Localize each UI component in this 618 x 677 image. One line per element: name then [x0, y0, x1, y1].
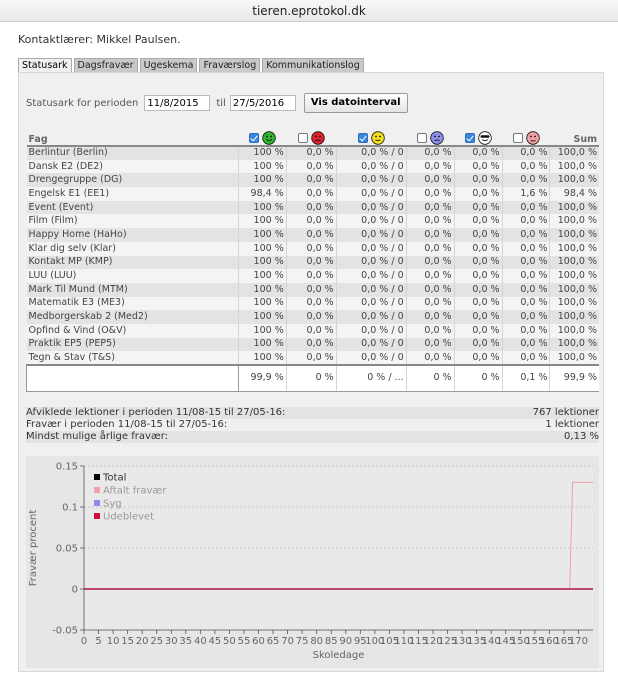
table-row: [27, 310, 600, 324]
legend-swatch: [94, 513, 100, 519]
status-table: [26, 126, 599, 392]
total-c6: 0,1 %: [502, 365, 550, 391]
x-tick-label: 105: [379, 636, 399, 647]
cell-c5: 0,0 %: [454, 146, 502, 160]
table-row: [27, 214, 600, 228]
cell-c3: 0,0 % / 0: [336, 324, 406, 338]
cell-c1: 100 %: [238, 310, 286, 324]
cell-c1: 100 %: [238, 201, 286, 215]
cell-fag: Klar dig selv (Klar): [27, 242, 239, 256]
cell-c4: 0,0 %: [406, 228, 454, 242]
cell-c3: 0,0 % / 0: [336, 160, 406, 174]
pink-sad-face-icon: [526, 131, 540, 145]
cell-c5: 0,0 %: [454, 269, 502, 283]
summary-min-absence-value: 0,13 %: [564, 431, 599, 442]
cell-c5: 0,0 %: [454, 214, 502, 228]
x-tick-label: 45: [208, 636, 222, 647]
cell-c4: 0,0 %: [406, 338, 454, 352]
cell-c5: 0,0 %: [454, 283, 502, 297]
cell-sum: 98,4 %: [550, 187, 599, 201]
table-row: [27, 338, 600, 352]
x-tick-label: 155: [525, 636, 545, 647]
cell-c2: 0,0 %: [286, 310, 336, 324]
total-sum: 99,9 %: [550, 365, 599, 391]
cell-fag: Film (Film): [27, 214, 239, 228]
cell-c1: 100 %: [238, 214, 286, 228]
table-row: [27, 256, 600, 270]
header-fag: Fag: [27, 126, 239, 146]
x-tick-label: 50: [223, 636, 236, 647]
cell-c6: 0,0 %: [502, 324, 550, 338]
table-row: [27, 160, 600, 174]
cell-sum: 100,0 %: [550, 338, 599, 352]
cell-c4: 0,0 %: [406, 201, 454, 215]
legend-label: Total: [103, 472, 127, 484]
cell-total-label: [27, 365, 239, 391]
cell-c2: 0,0 %: [286, 242, 336, 256]
col-5-checkbox[interactable]: [465, 133, 475, 143]
period-from-input[interactable]: [144, 95, 210, 111]
table-row: [27, 242, 600, 256]
legend-label: Aftalt fravær: [103, 485, 167, 497]
cell-c6: 0,0 %: [502, 269, 550, 283]
cell-sum: 100,0 %: [550, 256, 599, 270]
summary-absence-value: 1 lektioner: [545, 419, 599, 430]
x-tick-label: 15: [121, 636, 134, 647]
tab-bar: [18, 58, 366, 72]
cell-c6: 0,0 %: [502, 338, 550, 352]
cell-c5: 0,0 %: [454, 338, 502, 352]
header-col-2: [286, 126, 336, 146]
cell-c2: 0,0 %: [286, 173, 336, 187]
cell-c2: 0,0 %: [286, 187, 336, 201]
cell-c1: 100 %: [238, 146, 286, 160]
tab-fravaerslog[interactable]: Fraværslog: [199, 58, 260, 72]
cell-c1: 100 %: [238, 256, 286, 270]
header-col-6: [502, 126, 550, 146]
x-tick-label: 65: [266, 636, 280, 647]
cell-c2: 0,0 %: [286, 283, 336, 297]
cell-c1: 100 %: [238, 242, 286, 256]
cell-c6: 0,0 %: [502, 297, 550, 311]
cell-c4: 0,0 %: [406, 146, 454, 160]
cell-c3: 0,0 % / 0: [336, 173, 406, 187]
legend-swatch: [94, 474, 100, 480]
cell-c6: 0,0 %: [502, 160, 550, 174]
cell-c2: 0,0 %: [286, 324, 336, 338]
cell-c4: 0,0 %: [406, 173, 454, 187]
cell-c2: 0,0 %: [286, 351, 336, 365]
cell-fag: Engelsk E1 (EE1): [27, 187, 239, 201]
cell-c4: 0,0 %: [406, 351, 454, 365]
total-c4: 0 %: [406, 365, 454, 391]
red-sad-face-icon: [311, 131, 325, 145]
cell-c1: 100 %: [238, 297, 286, 311]
period-to-input[interactable]: [230, 95, 296, 111]
period-til-label: til: [216, 97, 226, 109]
cell-c5: 0,0 %: [454, 324, 502, 338]
cell-fag: Kontakt MP (KMP): [27, 256, 239, 270]
x-tick-label: 115: [408, 636, 429, 647]
cell-c2: 0,0 %: [286, 228, 336, 242]
y-tick-label: 0.15: [55, 461, 78, 473]
cell-c5: 0,0 %: [454, 256, 502, 270]
x-tick-label: 25: [150, 636, 164, 647]
legend-label: Udeblevet: [103, 511, 155, 523]
x-tick-label: 120: [423, 636, 443, 647]
cell-c6: 0,0 %: [502, 256, 550, 270]
cell-c3: 0,0 % / 0: [336, 269, 406, 283]
x-tick-label: 110: [394, 636, 414, 647]
cell-c5: 0,0 %: [454, 201, 502, 215]
x-tick-label: 150: [510, 636, 530, 647]
cell-sum: 100,0 %: [550, 283, 599, 297]
cell-c3: 0,0 % / 0: [336, 310, 406, 324]
y-tick-label: -0.05: [52, 625, 78, 637]
cell-c2: 0,0 %: [286, 338, 336, 352]
cell-c5: 0,0 %: [454, 310, 502, 324]
cell-c2: 0,0 %: [286, 160, 336, 174]
table-row: [27, 324, 600, 338]
x-tick-label: 75: [295, 636, 309, 647]
cell-c4: 0,0 %: [406, 283, 454, 297]
cell-c4: 0,0 %: [406, 160, 454, 174]
x-tick-label: 145: [496, 636, 516, 647]
cell-c3: 0,0 % / 0: [336, 256, 406, 270]
header-sum: Sum: [550, 126, 599, 146]
cell-sum: 100,0 %: [550, 242, 599, 256]
cell-c4: 0,0 %: [406, 214, 454, 228]
contact-teacher-label: Kontaktlærer: Mikkel Paulsen.: [18, 33, 181, 46]
cell-fag: Event (Event): [27, 201, 239, 215]
cell-c4: 0,0 %: [406, 256, 454, 270]
cell-c3: 0,0 % / 0: [336, 338, 406, 352]
x-tick-label: 100: [365, 636, 385, 647]
period-label: Statusark for perioden: [26, 97, 139, 109]
cell-c3: 0,0 % / 0: [336, 146, 406, 160]
x-axis-label: Skoledage: [312, 650, 365, 661]
cell-c6: 0,0 %: [502, 228, 550, 242]
legend-swatch: [94, 500, 100, 506]
x-tick-label: 95: [353, 636, 367, 647]
window-title: tieren.eprotokol.dk: [252, 4, 366, 18]
x-tick-label: 60: [252, 636, 265, 647]
y-tick-label: 0.1: [62, 502, 78, 514]
cell-c4: 0,0 %: [406, 324, 454, 338]
x-tick-label: 160: [539, 636, 559, 647]
x-tick-label: 10: [106, 636, 120, 647]
cell-c2: 0,0 %: [286, 297, 336, 311]
cell-sum: 100,0 %: [550, 310, 599, 324]
cell-sum: 100,0 %: [550, 214, 599, 228]
cell-c5: 0,0 %: [454, 297, 502, 311]
cell-fag: Opfind & Vind (O&V): [27, 324, 239, 338]
table-total-row: [27, 365, 600, 391]
x-tick-label: 40: [193, 636, 207, 647]
cell-fag: Praktik EP5 (PEP5): [27, 338, 239, 352]
cell-c1: 100 %: [238, 324, 286, 338]
table-row: [27, 201, 600, 215]
x-tick-label: 130: [452, 636, 472, 647]
table-row: [27, 269, 600, 283]
x-tick-label: 170: [568, 636, 589, 647]
table-row: [27, 283, 600, 297]
browser-title-bar: [0, 0, 618, 22]
cell-c6: 0,0 %: [502, 173, 550, 187]
x-tick-label: 55: [237, 636, 251, 647]
y-tick-label: 0.05: [55, 543, 78, 555]
col-2-checkbox[interactable]: [298, 133, 308, 143]
cell-c2: 0,0 %: [286, 256, 336, 270]
cell-sum: 100,0 %: [550, 324, 599, 338]
cell-c5: 0,0 %: [454, 187, 502, 201]
table-row: [27, 228, 600, 242]
cell-c3: 0,0 % / 0: [336, 201, 406, 215]
x-tick-label: 85: [324, 636, 338, 647]
cell-c3: 0,0 % / 0: [336, 351, 406, 365]
cell-c3: 0,0 % / 0: [336, 214, 406, 228]
cell-c1: 100 %: [238, 351, 286, 365]
cell-c4: 0,0 %: [406, 269, 454, 283]
cell-c1: 100 %: [238, 338, 286, 352]
table-row: [27, 187, 600, 201]
x-tick-label: 20: [135, 636, 149, 647]
header-col-3: [336, 126, 406, 146]
summary-row-min-absence: [26, 431, 599, 443]
x-tick-label: 30: [164, 636, 178, 647]
cell-c5: 0,0 %: [454, 228, 502, 242]
show-date-interval-button[interactable]: Vis datointerval: [304, 93, 408, 113]
status-panel: [18, 72, 604, 672]
total-c3: 0 % / ...: [336, 365, 406, 391]
header-col-5: [454, 126, 502, 146]
x-tick-label: 90: [339, 636, 353, 647]
x-tick-label: 80: [310, 636, 324, 647]
green-smiley-icon: [262, 131, 276, 145]
cell-c6: 0,0 %: [502, 283, 550, 297]
table-row: [27, 173, 600, 187]
header-col-1: [238, 126, 286, 146]
cell-c5: 0,0 %: [454, 242, 502, 256]
x-tick-label: 135: [467, 636, 487, 647]
col-6-checkbox[interactable]: [513, 133, 523, 143]
table-row: [27, 351, 600, 365]
cell-c4: 0,0 %: [406, 297, 454, 311]
absence-chart-svg: [26, 456, 599, 668]
cell-c5: 0,0 %: [454, 160, 502, 174]
x-tick-label: 165: [554, 636, 574, 647]
summary-lessons-value: 767 lektioner: [532, 407, 599, 418]
cell-sum: 100,0 %: [550, 269, 599, 283]
cell-c3: 0,0 % / 0: [336, 228, 406, 242]
cell-fag: Dansk E2 (DE2): [27, 160, 239, 174]
cell-sum: 100,0 %: [550, 201, 599, 215]
summary-absence-label: Fravær i perioden 11/08-15 til 27/05-16:: [26, 419, 228, 430]
cell-c2: 0,0 %: [286, 201, 336, 215]
cell-c6: 0,0 %: [502, 214, 550, 228]
cell-c2: 0,0 %: [286, 269, 336, 283]
tab-statusark[interactable]: Statusark: [18, 58, 72, 72]
cell-c1: 100 %: [238, 283, 286, 297]
cell-c1: 100 %: [238, 160, 286, 174]
table-row: [27, 146, 600, 160]
cell-c5: 0,0 %: [454, 173, 502, 187]
table-header-row: [27, 126, 600, 146]
cell-sum: 100,0 %: [550, 173, 599, 187]
cell-c1: 100 %: [238, 173, 286, 187]
cell-fag: Drengegruppe (DG): [27, 173, 239, 187]
cell-fag: Berlintur (Berlin): [27, 146, 239, 160]
cell-c1: 100 %: [238, 269, 286, 283]
y-tick-label: 0: [71, 584, 78, 596]
cell-c6: 0,0 %: [502, 201, 550, 215]
tab-kommunikationslog[interactable]: Kommunikationslog: [262, 58, 364, 72]
tab-ugeskema[interactable]: Ugeskema: [140, 58, 198, 72]
cell-c4: 0,0 %: [406, 242, 454, 256]
cell-c6: 0,0 %: [502, 242, 550, 256]
col-3-checkbox[interactable]: [358, 133, 368, 143]
summary-lessons-label: Afviklede lektioner i perioden 11/08-15 til 27/05-16:: [26, 407, 286, 418]
cell-fag: LUU (LUU): [27, 269, 239, 283]
legend-label: Syg: [103, 498, 122, 510]
summary-row-lessons: [26, 407, 599, 419]
cell-fag: Matematik E3 (ME3): [27, 297, 239, 311]
cell-sum: 100,0 %: [550, 297, 599, 311]
table-row: [27, 297, 600, 311]
summary-row-absence: [26, 419, 599, 431]
cell-c2: 0,0 %: [286, 214, 336, 228]
cell-c4: 0,0 %: [406, 310, 454, 324]
cell-c3: 0,0 % / 0: [336, 283, 406, 297]
cell-c6: 1,6 %: [502, 187, 550, 201]
cell-c3: 0,0 % / 0: [336, 297, 406, 311]
total-c2: 0 %: [286, 365, 336, 391]
cell-c1: 100 %: [238, 228, 286, 242]
y-axis-label: Fravær procent: [28, 509, 39, 587]
cell-fag: Medborgerskab 2 (Med2): [27, 310, 239, 324]
cell-fag: Tegn & Stav (T&S): [27, 351, 239, 365]
x-tick-label: 140: [481, 636, 501, 647]
cell-c4: 0,0 %: [406, 187, 454, 201]
total-c5: 0 %: [454, 365, 502, 391]
col-4-checkbox[interactable]: [417, 133, 427, 143]
absence-chart: [26, 456, 599, 668]
header-col-4: [406, 126, 454, 146]
cell-sum: 100,0 %: [550, 160, 599, 174]
cell-sum: 100,0 %: [550, 146, 599, 160]
total-c1: 99,9 %: [238, 365, 286, 391]
x-tick-label: 35: [179, 636, 193, 647]
blue-face-icon: [430, 131, 444, 145]
cell-c2: 0,0 %: [286, 146, 336, 160]
summary-min-absence-label: Mindst mulige årlige fravær:: [26, 431, 168, 442]
x-tick-label: 0: [80, 636, 88, 647]
x-tick-label: 70: [281, 636, 294, 647]
yellow-neutral-face-icon: [371, 131, 385, 145]
cell-fag: Mark Til Mund (MTM): [27, 283, 239, 297]
cell-c1: 98,4 %: [238, 187, 286, 201]
cell-c6: 0,0 %: [502, 310, 550, 324]
x-tick-label: 5: [95, 636, 102, 647]
cell-c6: 0,0 %: [502, 146, 550, 160]
col-1-checkbox[interactable]: [249, 133, 259, 143]
period-filter: [26, 93, 408, 113]
legend-swatch: [94, 487, 100, 493]
sunglasses-face-icon: [478, 131, 492, 145]
cell-sum: 100,0 %: [550, 228, 599, 242]
tab-dagsfravaer[interactable]: Dagsfravær: [74, 58, 138, 72]
cell-c6: 0,0 %: [502, 351, 550, 365]
x-tick-label: 125: [438, 636, 458, 647]
cell-sum: 100,0 %: [550, 351, 599, 365]
cell-c5: 0,0 %: [454, 351, 502, 365]
cell-c3: 0,0 % / 0: [336, 187, 406, 201]
cell-c3: 0,0 % / 0: [336, 242, 406, 256]
cell-fag: Happy Home (HaHo): [27, 228, 239, 242]
